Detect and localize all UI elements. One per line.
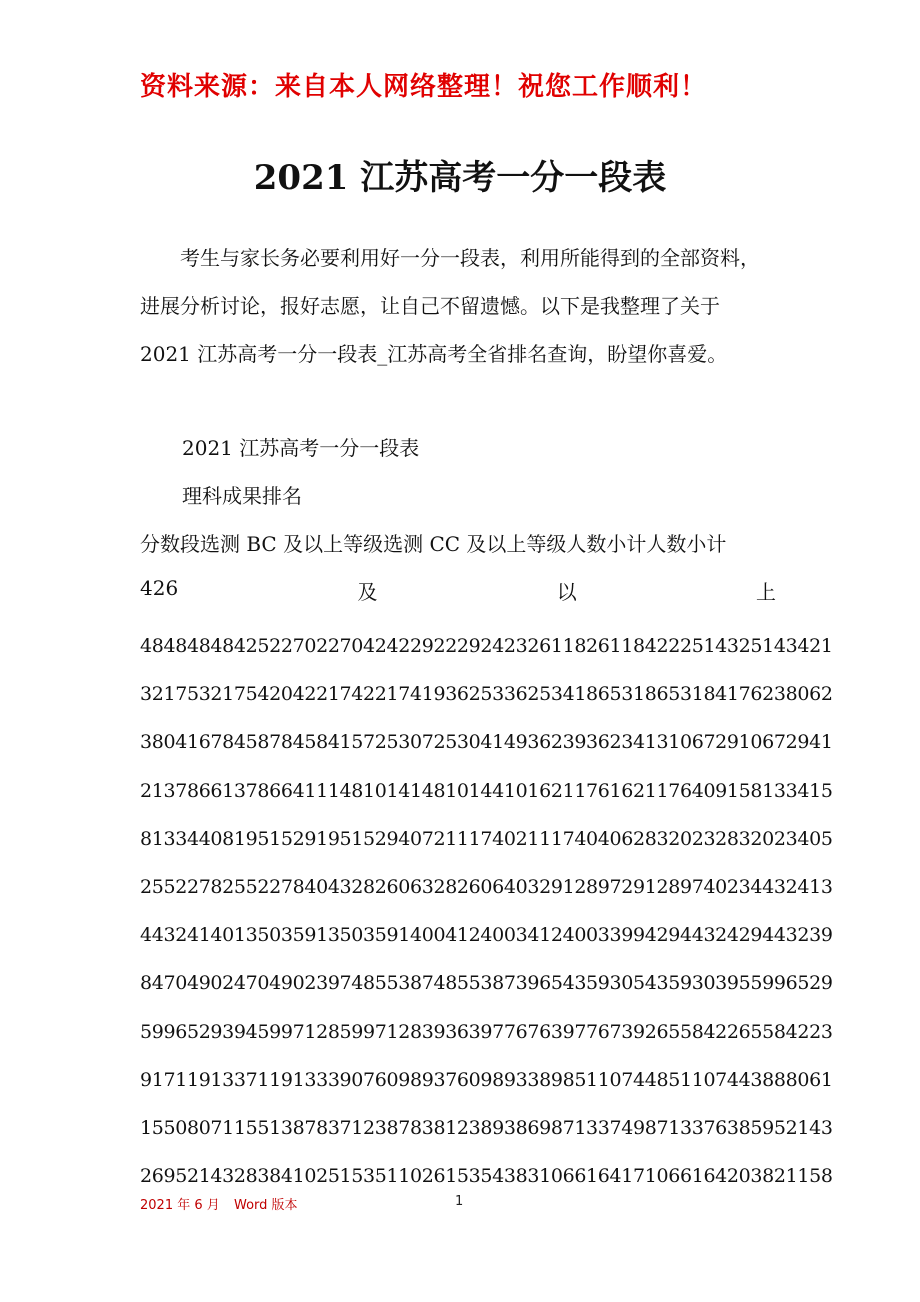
- number-line: 81334408195152919515294072111740211174040628320232832023405: [140, 827, 833, 850]
- number-line: 25522782552278404328260632826064032912897291289740234432413: [140, 876, 833, 899]
- score-word: 上: [755, 580, 776, 604]
- section-title: 2021 江苏高考一分一段表: [182, 436, 420, 460]
- intro-line: 2021 江苏高考一分一段表_江苏高考全省排名查询，盼望你喜爱。: [140, 342, 728, 366]
- table-header-text: 分数段选测 BC 及以上等级选测 CC 及以上等级人数小计人数小计: [140, 532, 727, 556]
- score-word: 及: [357, 580, 378, 604]
- number-line: 21378661378664111481014148101441016211761621176409158133415: [140, 779, 833, 802]
- footer-version: Word 版本: [234, 1198, 298, 1213]
- number-line: 15508071155138783712387838123893869871337498713376385952143: [140, 1117, 833, 1140]
- number-line: 44324140135035913503591400412400341240033994294432429443239: [140, 924, 833, 947]
- number-line: 59965293945997128599712839363977676397767392655842265584223: [140, 1020, 833, 1043]
- number-line: 32175321754204221742217419362533625341865318653184176238062: [140, 683, 833, 706]
- score-row-426: [140, 576, 776, 605]
- page-number: 1: [455, 1194, 464, 1209]
- source-banner: 资料来源：来自本人网络整理！祝您工作顺利！: [140, 72, 708, 102]
- number-line: 84704902470490239748553874855387396543593054359303955996529: [140, 972, 833, 995]
- number-block: [140, 622, 833, 1200]
- number-line: 38041678458784584157253072530414936239362341310672910672941: [140, 731, 833, 754]
- intro-line: 考生与家长务必要利用好一分一段表，利用所能得到的全部资料，: [180, 246, 760, 270]
- intro-paragraph: [140, 234, 780, 378]
- number-line: 26952143283841025153511026153543831066164171066164203821158: [140, 1165, 833, 1188]
- score-value: 426: [140, 576, 179, 600]
- score-word: 以: [556, 580, 577, 604]
- document-title: 2021 江苏高考一分一段表: [253, 158, 667, 198]
- subsection-title: 理科成果排名: [182, 484, 302, 508]
- intro-line: 进展分析讨论，报好志愿，让自己不留遗憾。以下是我整理了关于: [140, 294, 720, 318]
- number-line: 48484848425227022704242292229242326118261184222514325143421: [140, 635, 833, 657]
- footer-date: 2021 年 6 月: [140, 1198, 220, 1213]
- number-line: 91711913371191333907609893760989338985110744851107443888061: [140, 1068, 833, 1091]
